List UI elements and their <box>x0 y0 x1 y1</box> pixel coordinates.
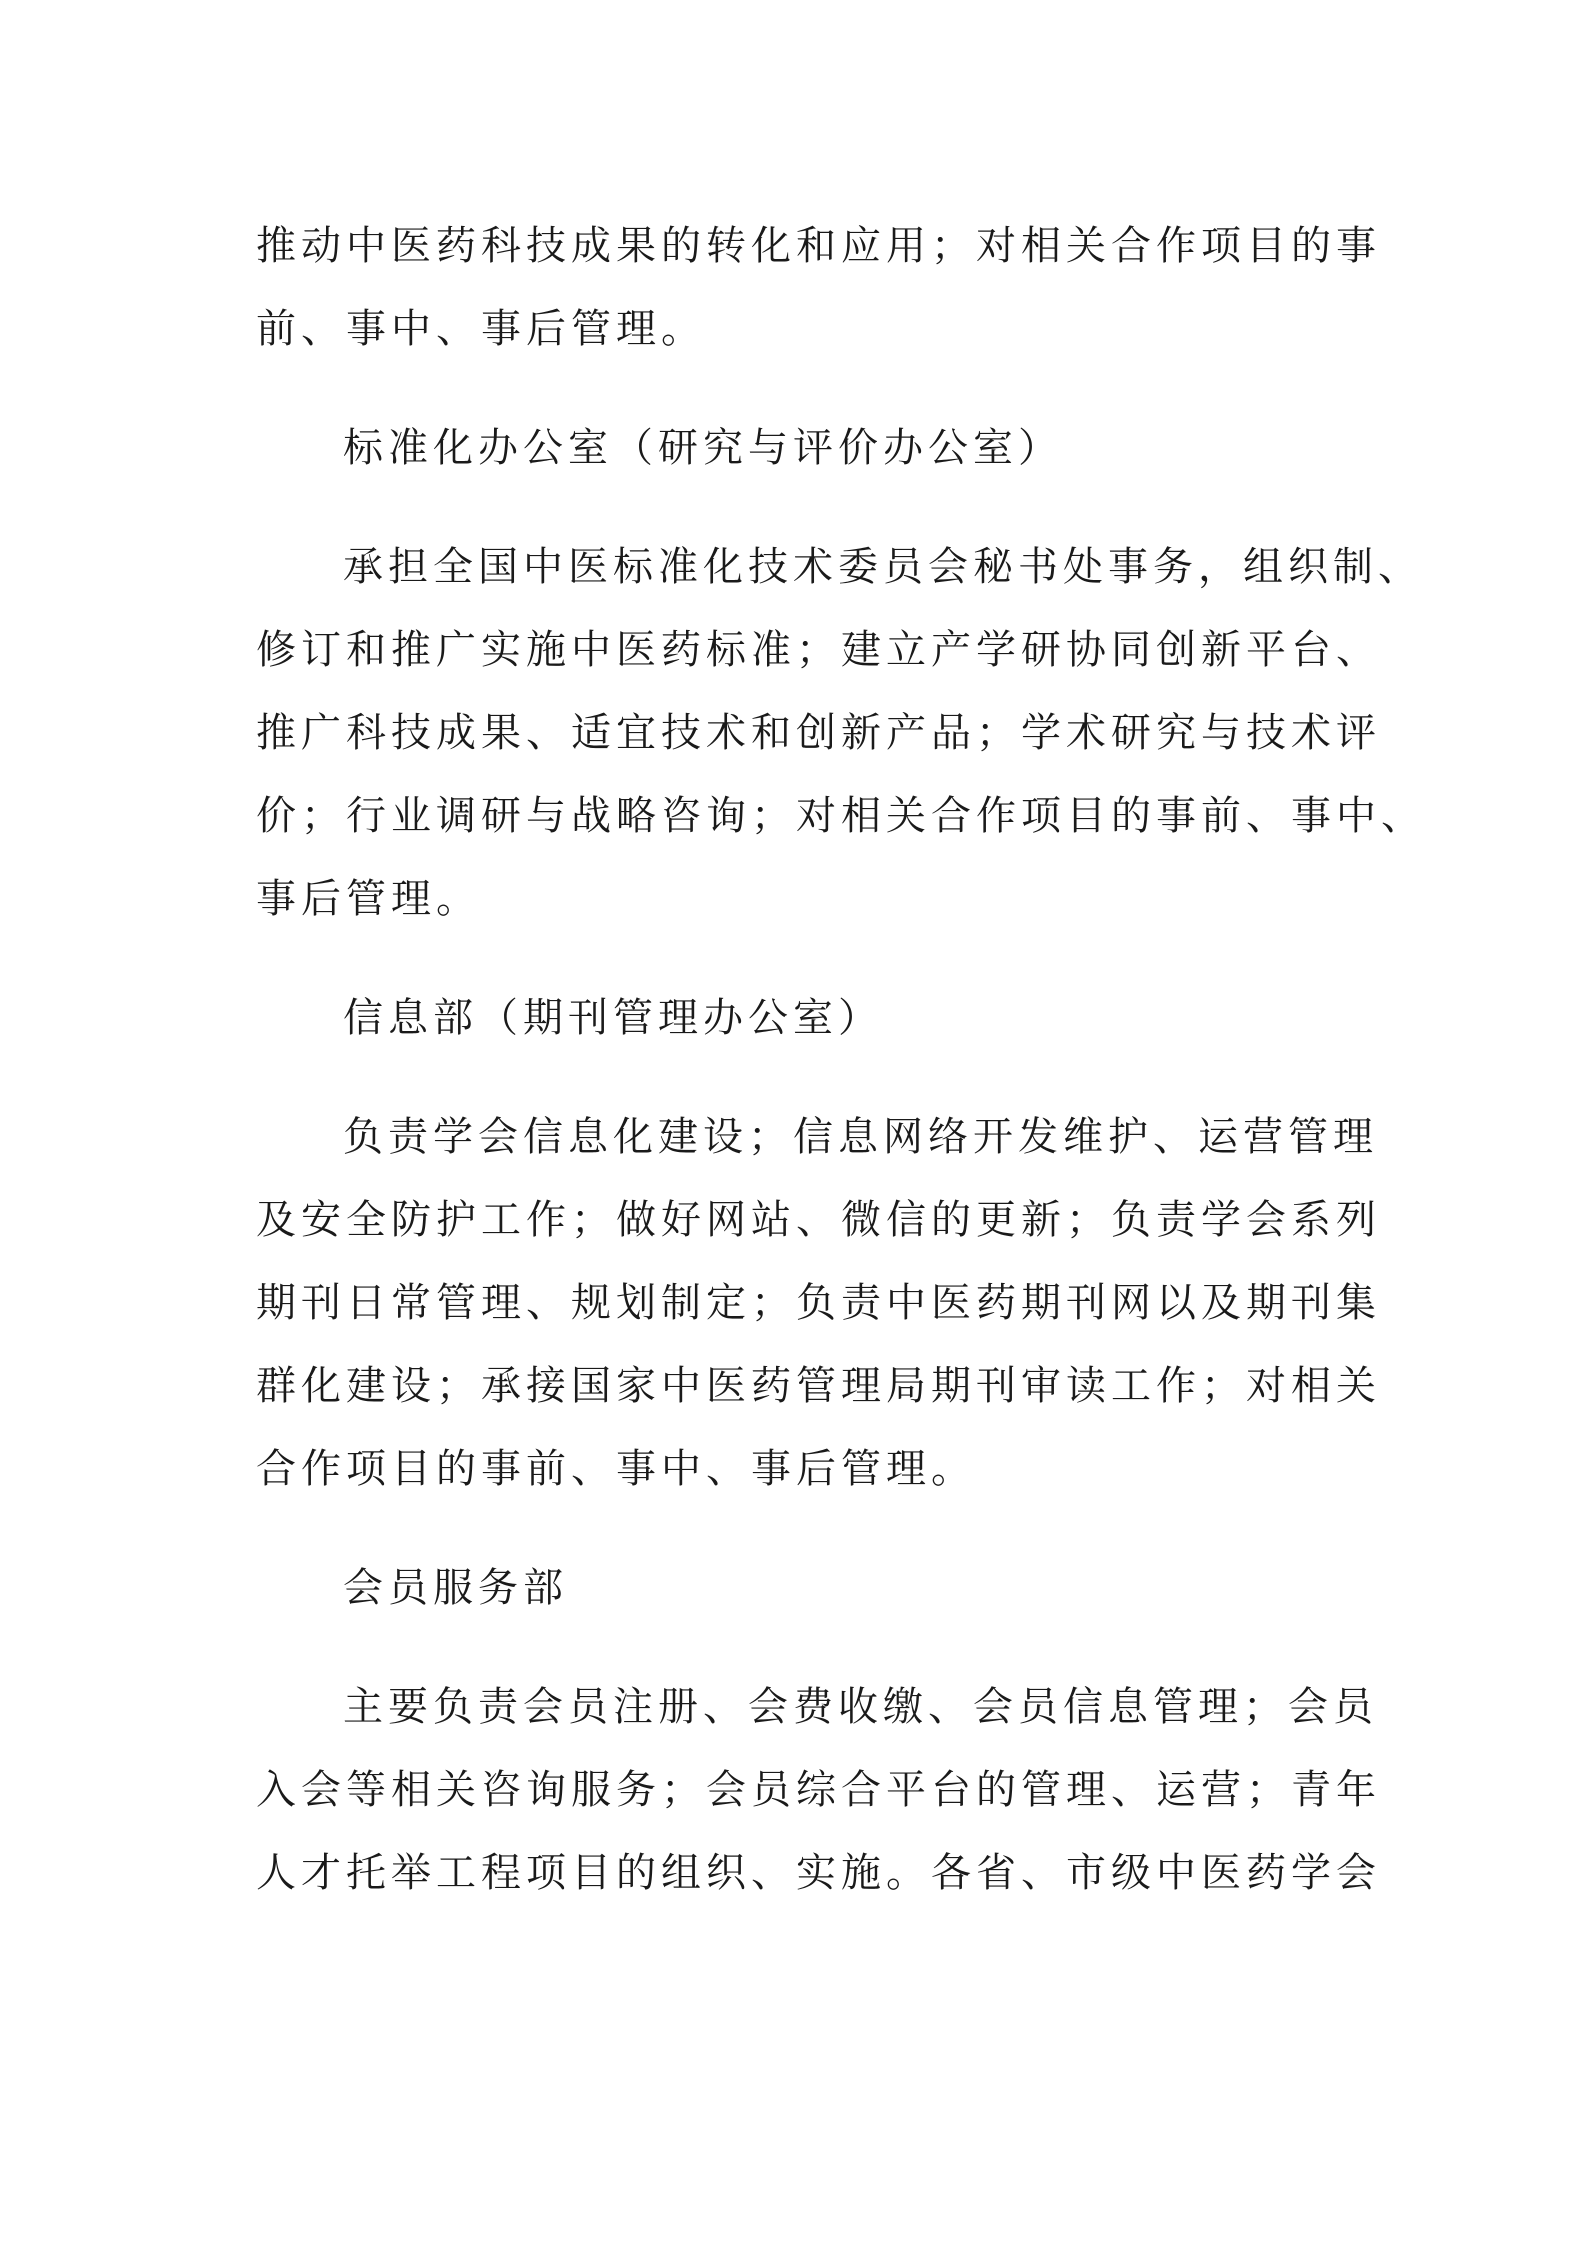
text-line: 推动中医药科技成果的转化和应用；对相关合作项目的事 <box>256 223 1381 269</box>
text-line: 事后管理。 <box>256 876 481 922</box>
paragraph-standardization-office <box>256 526 1426 941</box>
text-line: 群化建设；承接国家中医药管理局期刊审读工作；对相关 <box>256 1363 1381 1409</box>
text-line: 负责学会信息化建设；信息网络开发维护、运营管理 <box>343 1114 1378 1160</box>
text-line: 及安全防护工作；做好网站、微信的更新；负责学会系列 <box>256 1197 1381 1243</box>
text-line: 承担全国中医标准化技术委员会秘书处事务，组织制、 <box>343 544 1423 590</box>
paragraph-information-department <box>256 1096 1381 1511</box>
text-line: 修订和推广实施中医药标准；建立产学研协同创新平台、 <box>256 627 1381 673</box>
section-heading-standardization-office <box>256 407 1346 490</box>
text-line: 价；行业调研与战略咨询；对相关合作项目的事前、事中、 <box>256 793 1426 839</box>
heading-line: 会员服务部 <box>343 1565 568 1611</box>
paragraph-continued <box>256 205 1381 371</box>
text-line: 人才托举工程项目的组织、实施。各省、市级中医药学会 <box>256 1850 1381 1896</box>
text-line: 入会等相关咨询服务；会员综合平台的管理、运营；青年 <box>256 1767 1381 1813</box>
section-heading-information-department <box>256 977 1346 1060</box>
paragraph-member-services <box>256 1666 1381 1915</box>
text-line: 主要负责会员注册、会费收缴、会员信息管理；会员 <box>343 1684 1378 1730</box>
heading-line: 标准化办公室（研究与评价办公室） <box>343 425 1063 471</box>
text-line: 前、事中、事后管理。 <box>256 306 706 352</box>
document-body <box>256 205 1426 1915</box>
text-line: 期刊日常管理、规划制定；负责中医药期刊网以及期刊集 <box>256 1280 1381 1326</box>
text-line: 合作项目的事前、事中、事后管理。 <box>256 1446 976 1492</box>
section-heading-member-services <box>256 1547 1346 1630</box>
text-line: 推广科技成果、适宜技术和创新产品；学术研究与技术评 <box>256 710 1381 756</box>
heading-line: 信息部（期刊管理办公室） <box>343 995 883 1041</box>
